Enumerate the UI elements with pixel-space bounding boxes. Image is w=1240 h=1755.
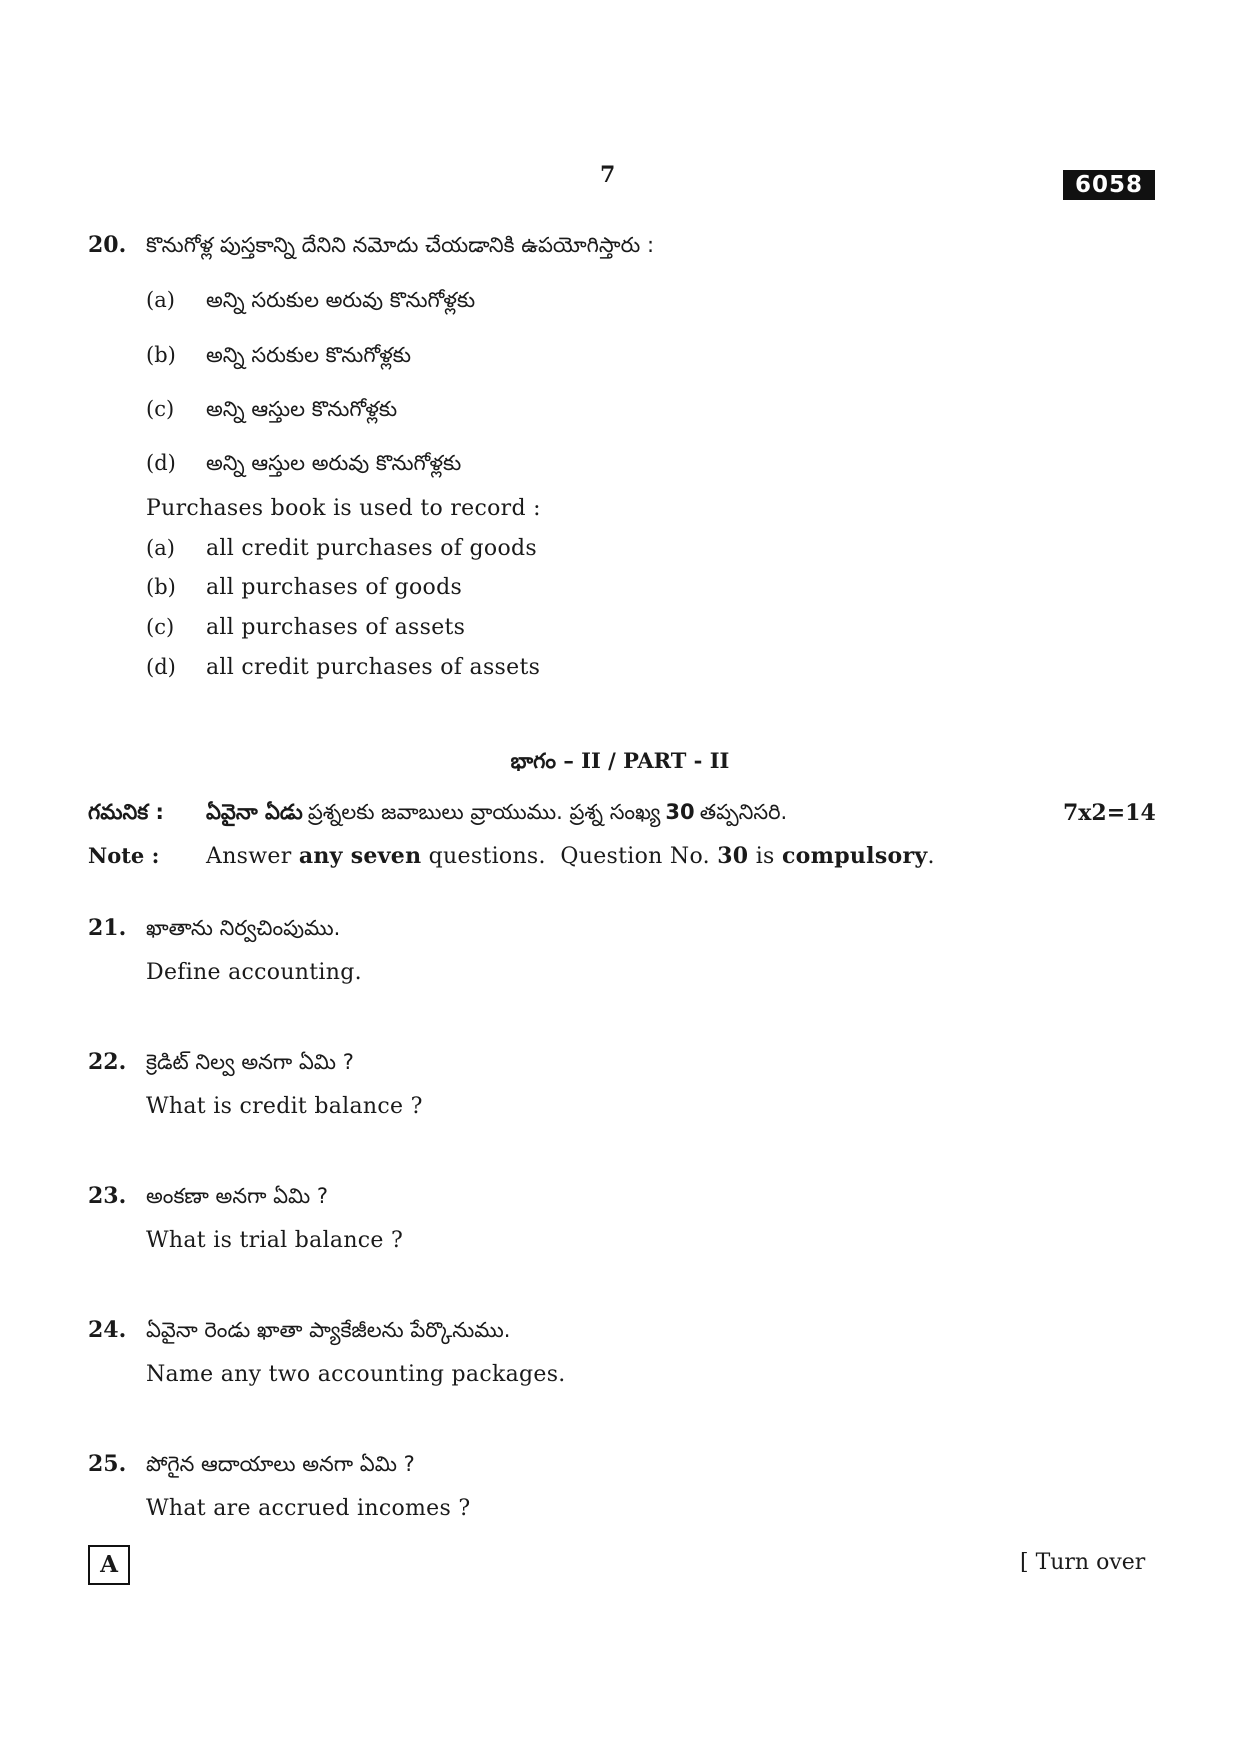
- question-24: [88, 1317, 566, 1387]
- question-text-en: Name any two accounting packages.: [146, 1362, 566, 1387]
- question-number: 25.: [88, 1451, 127, 1477]
- option-letter: (b): [146, 343, 176, 367]
- question-text-en: Purchases book is used to record :: [146, 496, 541, 521]
- question-20-te: [88, 232, 654, 263]
- note-en-text: .: [927, 844, 935, 869]
- option-text-en: all credit purchases of goods: [206, 536, 537, 561]
- q20-te-option-b: [146, 343, 411, 373]
- note-en-text: is: [755, 844, 775, 869]
- option-letter: (a): [146, 288, 175, 312]
- option-text-te: అన్ని సరుకుల కొనుగోళ్లకు: [206, 343, 412, 367]
- note-en-bold: any seven: [298, 843, 422, 869]
- turn-over-label: [ Turn over: [1020, 1550, 1146, 1575]
- question-number: 21.: [88, 915, 127, 941]
- note-en-number: 30: [717, 843, 749, 869]
- q20-en-option-d: [146, 655, 540, 680]
- option-text-en: all credit purchases of assets: [206, 655, 541, 680]
- question-22: [88, 1049, 423, 1119]
- part-heading-en: – II / PART - II: [563, 748, 730, 773]
- version-letter-box: A: [88, 1545, 130, 1585]
- note-te-text: ప్రశ్నలకు జవాబులు వ్రాయుము. ప్రశ్న సంఖ్య: [307, 800, 661, 824]
- note-label-en: Note :: [88, 843, 160, 868]
- option-letter: (c): [146, 397, 175, 421]
- option-letter: (d): [146, 451, 176, 475]
- note-en: [88, 843, 935, 869]
- question-text-en: What is credit balance ?: [146, 1094, 423, 1119]
- question-25: [88, 1451, 470, 1521]
- option-letter: (d): [146, 655, 176, 679]
- question-text-te: పోగైన ఆదాయాలు అనగా ఏమి ?: [146, 1452, 415, 1476]
- option-text-te: అన్ని ఆస్తుల కొనుగోళ్లకు: [206, 397, 398, 421]
- question-23: [88, 1183, 403, 1253]
- q20-te-option-a: [146, 288, 475, 318]
- note-te-bold: ఏవైనా ఏడు: [206, 800, 303, 824]
- question-text-en: Define accounting.: [146, 960, 362, 985]
- question-text-te: అంకణా అనగా ఏమి ?: [146, 1184, 329, 1208]
- note-en-text: questions. Question No.: [428, 844, 710, 869]
- paper-code-badge: 6058: [1063, 170, 1155, 200]
- question-text-te: కొనుగోళ్ల పుస్తకాన్ని దేనిని నమోదు చేయడానికి ఉపయోగిస్తారు :: [146, 233, 655, 257]
- note-label-te: గమనిక :: [88, 800, 164, 824]
- q20-en-option-b: [146, 575, 462, 600]
- option-letter: (c): [146, 615, 175, 639]
- note-en-text: Answer: [206, 844, 292, 869]
- option-letter: (a): [146, 536, 175, 560]
- option-text-te: అన్ని సరుకుల అరువు కొనుగోళ్లకు: [206, 288, 476, 312]
- question-text-en: What is trial balance ?: [146, 1228, 404, 1253]
- question-text-te: ఖాతాను నిర్వచింపుము.: [146, 916, 341, 940]
- q20-en-option-c: [146, 615, 465, 640]
- question-number: 22.: [88, 1049, 127, 1075]
- question-21: [88, 915, 362, 985]
- option-letter: (b): [146, 575, 176, 599]
- note-te-number: 30: [665, 800, 695, 824]
- q20-te-option-c: [146, 397, 397, 427]
- option-text-en: all purchases of assets: [206, 615, 466, 640]
- option-text-en: all purchases of goods: [206, 575, 463, 600]
- part-heading: [0, 748, 1240, 779]
- part-heading-te: భాగం: [510, 749, 557, 773]
- q20-te-option-d: [146, 451, 461, 481]
- page-number: 7: [600, 162, 616, 188]
- question-text-en: What are accrued incomes ?: [146, 1496, 471, 1521]
- question-text-te: క్రెడిట్ నిల్వ అనగా ఏమి ?: [146, 1050, 354, 1074]
- marks-allocation: 7x2=14: [1063, 800, 1156, 826]
- question-number: 23.: [88, 1183, 127, 1209]
- question-number: 20.: [88, 232, 127, 258]
- q20-en-option-a: [146, 536, 537, 561]
- option-text-te: అన్ని ఆస్తుల అరువు కొనుగోళ్లకు: [206, 451, 462, 475]
- question-text-te: ఏవైనా రెండు ఖాతా ప్యాకేజీలను పేర్కొనుము.: [146, 1318, 511, 1342]
- note-en-bold: compulsory: [781, 843, 928, 869]
- note-te: [88, 800, 787, 830]
- note-te-end: తప్పనిసరి.: [699, 800, 788, 824]
- question-number: 24.: [88, 1317, 127, 1343]
